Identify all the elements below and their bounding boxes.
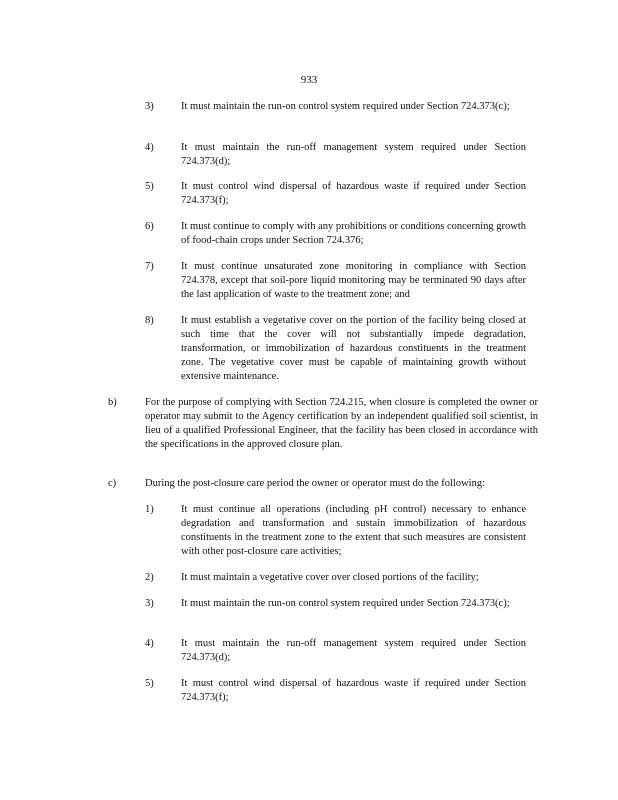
item-label: 4) bbox=[145, 142, 154, 153]
item-text: It must maintain the run-off management system required under Section 724.373(d); bbox=[181, 638, 526, 663]
item-label: 5) bbox=[145, 181, 154, 192]
item-text: It must maintain a vegetative cover over closed portions of the facility; bbox=[181, 572, 479, 583]
item-text: It must maintain the run-on control system required under Section 724.373(c); bbox=[181, 101, 510, 112]
item-label: 6) bbox=[145, 221, 154, 232]
item-text: It must control wind dispersal of hazardous waste if required under Section 724.373(f); bbox=[181, 678, 526, 703]
item-label: 4) bbox=[145, 638, 154, 649]
item-label: b) bbox=[108, 397, 117, 408]
item-text: During the post-closure care period the owner or operator must do the following: bbox=[145, 478, 485, 489]
item-text: It must continue all operations (including pH control) necessary to enhance degradation and transformation and sustain immobilization of hazardous constituents in the treatment zone to the extent that such measures are consistent with other post-closure care activities; bbox=[181, 504, 526, 557]
item-label: 8) bbox=[145, 315, 154, 326]
item-text: It must establish a vegetative cover on the portion of the facility being closed at such time that the cover will not substantially impede degradation, transformation, or immobilization of hazardous constituents in the treatment zone. The vegetative cover must be capable of maintaining growth without extensive maintenance. bbox=[181, 315, 526, 382]
page-number: 933 bbox=[300, 74, 318, 86]
item-label: 7) bbox=[145, 261, 154, 272]
item-text: For the purpose of complying with Section 724.215, when closure is completed the owner or operator may submit to the Agency certification by an independent qualified soil scientist, in lieu of a qualified Professional Engineer, that the facility has been closed in accordance with the specifications in the approved closure plan. bbox=[145, 397, 538, 450]
item-label: 5) bbox=[145, 678, 154, 689]
item-text: It must maintain the run-on control system required under Section 724.373(c); bbox=[181, 598, 510, 609]
item-text: It must continue to comply with any prohibitions or conditions concerning growth of food-chain crops under Section 724.376; bbox=[181, 221, 526, 246]
item-label: 1) bbox=[145, 504, 154, 515]
item-label: 3) bbox=[145, 598, 154, 609]
item-text: It must continue unsaturated zone monitoring in compliance with Section 724.378, except that soil-pore liquid monitoring may be terminated 90 days after the last application of waste to the treatment zone; and bbox=[181, 261, 526, 300]
item-label: c) bbox=[108, 478, 117, 489]
item-text: It must control wind dispersal of hazardous waste if required under Section 724.373(f); bbox=[181, 181, 526, 206]
item-text: It must maintain the run-off management system required under Section 724.373(d); bbox=[181, 142, 526, 167]
item-label: 2) bbox=[145, 572, 154, 583]
item-label: 3) bbox=[145, 101, 154, 112]
